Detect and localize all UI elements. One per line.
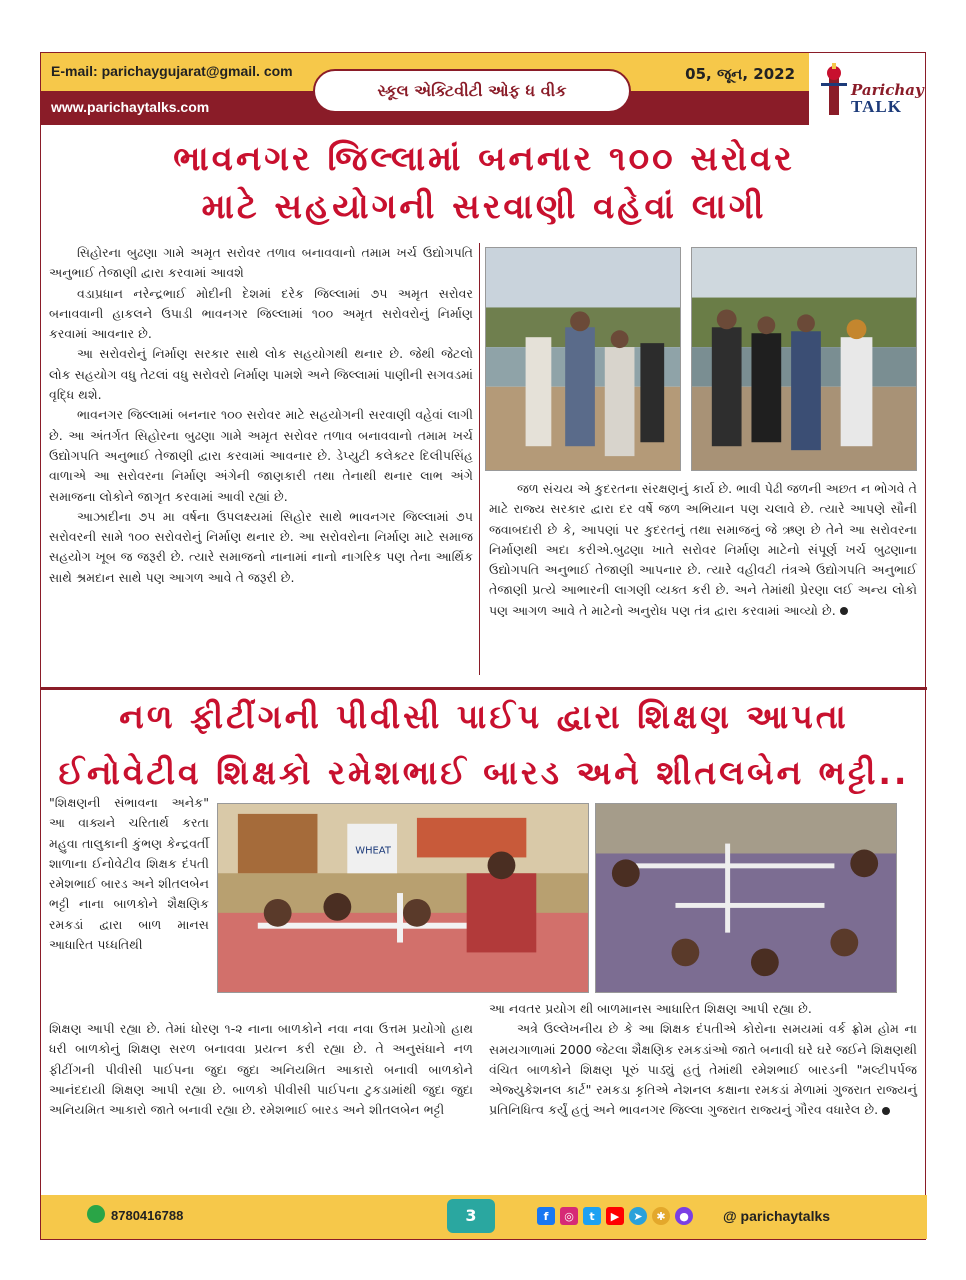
column-divider <box>479 243 480 675</box>
article1-headline-line2: માટે સહયોગની સરવાણી વહેવાં લાગી <box>201 187 767 227</box>
article2-left-column <box>49 1019 473 1120</box>
article-divider <box>41 687 927 690</box>
article1-paragraph: સિહોરના બુઢણા ગામે અમૃત સરોવર તળાવ બનાવવાનો તમામ ખર્ચ ઉદ્યોગપતિ અનુભાઈ તેજાણી દ્વારા કરવામાં આવશે <box>49 245 473 281</box>
logo-mark-icon <box>819 63 849 117</box>
parichay-talk-logo <box>815 59 924 121</box>
telegram-icon[interactable]: ➤ <box>629 1207 647 1225</box>
social-handle: @ parichaytalks <box>723 1208 831 1224</box>
email-address: E-mail: parichaygujarat@gmail. com <box>51 63 293 79</box>
article2-right-column <box>489 999 917 1121</box>
logo-name: Parichay <box>851 81 924 99</box>
section-title: સ્કૂલ એક્ટિવીટી ઓફ ધ વીક <box>313 69 631 113</box>
article1-paragraph: ભાવનગર જિલ્લામાં બનનાર ૧૦૦ સરોવર માટે સહયોગની સરવાણી વહેવાં લાગી છે. આ અંતર્ગત સિહોરના બુઢણા ગામે અમૃત સરોવર તળાવ બનાવવાનો તમામ ખર્ચ ઉદ્યોગપતિ અનુભાઈ તેજાણી દ્વારા કરવામાં આવનાર છે. ડેપ્યુટી કલેક્ટર દિલીપસિંહ વાળાએ આ સરોવરના નિર્માણ અંગેની જાણકારી તથા તેનાથી થનાર લાભ અંગે સમાજના લોકોને જાગૃત કરવામાં આવી રહ્યાં છે. <box>49 407 473 504</box>
article1-left-column <box>49 243 473 588</box>
social-icons <box>537 1207 693 1225</box>
page-header <box>41 53 809 125</box>
sack-label: WHEAT <box>355 845 391 857</box>
article1-photo-lake-visit <box>485 247 681 471</box>
sharechat-icon[interactable]: ✱ <box>652 1207 670 1225</box>
article2-headline-line1: નળ ફીટીંગની પીવીસી પાઈપ દ્વારા શિક્ષણ આપતા <box>119 697 849 736</box>
twitter-icon[interactable]: t <box>583 1207 601 1225</box>
koo-icon[interactable]: ● <box>675 1207 693 1225</box>
article2-paragraph: "શિક્ષણની સંભાવના અનેક" આ વાક્યને ચરિતાર્થ કરતા મહુવા તાલુકાની કુંભણ કેન્દ્રવર્તી શાળાના ઈનોવેટીવ શિક્ષક દંપતી રમેશભાઈ બારડ અને શીતલબેન ભટ્ટી નાના બાળકોને શૈક્ષણિક રમકડાં દ્વારા બાળ માનસ આધારિત પધ્ધતિથી <box>49 795 209 953</box>
youtube-icon[interactable]: ▶ <box>606 1207 624 1225</box>
facebook-icon[interactable]: f <box>537 1207 555 1225</box>
end-mark-icon <box>882 1107 890 1115</box>
article1-paragraph: વડાપ્રધાન નરેન્દ્રભાઈ મોદીની દેશમાં દરેક જિલ્લામાં ૭૫ અમૃત સરોવર બનાવવાની હાકલને ઉપાડી ભાવનગર જિલ્લામાં ૧૦૦ અમૃત સરોવરોનું નિર્માણ કરવામાં આવનાર છે. <box>49 285 473 342</box>
page-footer <box>41 1195 927 1239</box>
whatsapp-icon <box>87 1205 105 1223</box>
logo-talk: TALK <box>851 97 902 116</box>
article2-headline-line2: ઈનોવેટીવ શિક્ષકો રમેશભાઈ બારડ અને શીતલબેન ભટ્ટી.. <box>58 753 910 792</box>
article1-right-column <box>489 479 917 621</box>
newspaper-page <box>40 52 926 1240</box>
article1-paragraph: આ સરોવરોનું નિર્માણ સરકાર સાથે લોક સહયોગથી થનાર છે. જેથી જેટલો લોક સહયોગ વધુ તેટલાં વધુ સરોવરો નિર્માણ પામશે અને જિલ્લામાં પાણીની સગવડમાં વૃદ્ધિ થશે. <box>49 346 473 403</box>
article1-paragraph: આઝાદીના ૭૫ મા વર્ષના ઉપલક્ષ્યમાં સિહોર સાથે ભાવનગર જિલ્લામાં ૭૫ સરોવરની સામે ૧૦૦ સરોવરોનું નિર્માણ થનાર છે. આ સરોવરોના નિર્માણ માટે સમાજ સહયોગ ખૂબ જ જરૂરી છે. ત્યારે સમાજનો નાનામાં નાનો નાગરિક પણ તેના આર્થિક સાથે શ્રમદાન સાથે પણ આગળ આવે તે જરૂરી છે. <box>49 508 473 585</box>
contact-phone: 8780416788 <box>111 1208 184 1223</box>
article1-paragraph: જળ સંચય એ કુદરતના સંરક્ષણનું કાર્ય છે. ભાવી પેઢી જળની અછત ન ભોગવે તે માટે રાજ્ય સરકાર દ્વારા દર વર્ષે જળ અભિયાન પણ ચલાવે છે. ત્યારે આપણે સૌની જવાબદારી છે કે, આપણાં પર કુદરતનું તથા સમાજનું જે ઋણ છે તેને આ સરોવરના નિર્માણથી અદા કરીએ.બુઢણા ખાતે સરોવર નિર્માણ માટેનો સંપૂર્ણ ખર્ચ બુઢણાના ઉદ્યોગપતિ અનુભાઈ તેજાણી આપનાર છે. ત્યારે વહીવટી તંત્રએ ઉદ્યોગપતિ અનુભાઈ તેજાણી પ્રત્યે આભારની લાગણી વ્યક્ત કરી છે. અને તેમાંથી પ્રેરણા લઈ અન્ય લોકો પણ આગળ આવે તે માટેનો અનુરોધ પણ તંત્ર દ્વારા કરવામાં આવ્યો છે. <box>489 481 917 618</box>
article2-intro-column <box>49 793 209 955</box>
instagram-icon[interactable]: ◎ <box>560 1207 578 1225</box>
article1-headline-line1: ભાવનગર જિલ્લામાં બનનાર ૧૦૦ સરોવર <box>173 139 795 179</box>
article2-paragraph: અત્રે ઉલ્લેખનીય છે કે આ શિક્ષક દંપતીએ કોરોના સમયમાં વર્ક ફ્રોમ હોમ ના સમયગાળામાં 2000 જેટલા શૈક્ષણિક રમકડાંઓ જાતે બનાવી ઘરે ઘરે જઈને શિક્ષણથી વંચિત બાળકોને શિક્ષણ પૂરું પાડ્યું હતું તેમાંથી રમેશભાઈ બારડની "મલ્ટીપર્પજ એજ્યુકેશનલ કાર્ટ" રમકડા કૃતિએ નેશનલ કક્ષાના રમકડાં મેળામાં ગુજરાત રાજ્યનું પ્રતિનિધિત્વ કર્યું હતું અને ભાવનગર જિલ્લા ગુજરાત રાજ્યનું ગૌરવ વધારેલ છે. <box>489 1021 917 1118</box>
article1-photo-officials <box>691 247 917 471</box>
website-url: www.parichaytalks.com <box>51 99 210 115</box>
page-number: 3 <box>447 1199 495 1233</box>
issue-date: 05, જૂન, 2022 <box>685 65 795 83</box>
article2-paragraph: શિક્ષણ આપી રહ્યા છે. તેમાં ધોરણ ૧-૨ નાના બાળકોને નવા નવા ઉત્તમ પ્રયોગો હાથ ધરી બાળકોનું શિક્ષણ સરળ બનાવવા પ્રયત્ન કરી રહ્યા છે. તે અનુસંધાને નળ ફીટીંગની પીવીસી પાઈપના જુદા જુદા અનિયમિત આકારો બનાવી બાળકોને આનંદદાયી શિક્ષણ આપી રહ્યા છે. બાળકો પીવીસી પાઈપના ટુકડામાંથી જુદા જુદા અનિયમિત આકારો જાતે બનાવી રહ્યા છે. રમેશભાઈ બારડ અને શીતલબેન ભટ્ટી <box>49 1021 473 1118</box>
article2-photo-pipe-activity <box>595 803 897 993</box>
article2-paragraph: આ નવતર પ્રયોગ થી બાળમાનસ આધારિત શિક્ષણ આપી રહ્યા છે. <box>489 1001 812 1016</box>
article2-photo-classroom <box>217 803 589 993</box>
end-mark-icon <box>840 607 848 615</box>
